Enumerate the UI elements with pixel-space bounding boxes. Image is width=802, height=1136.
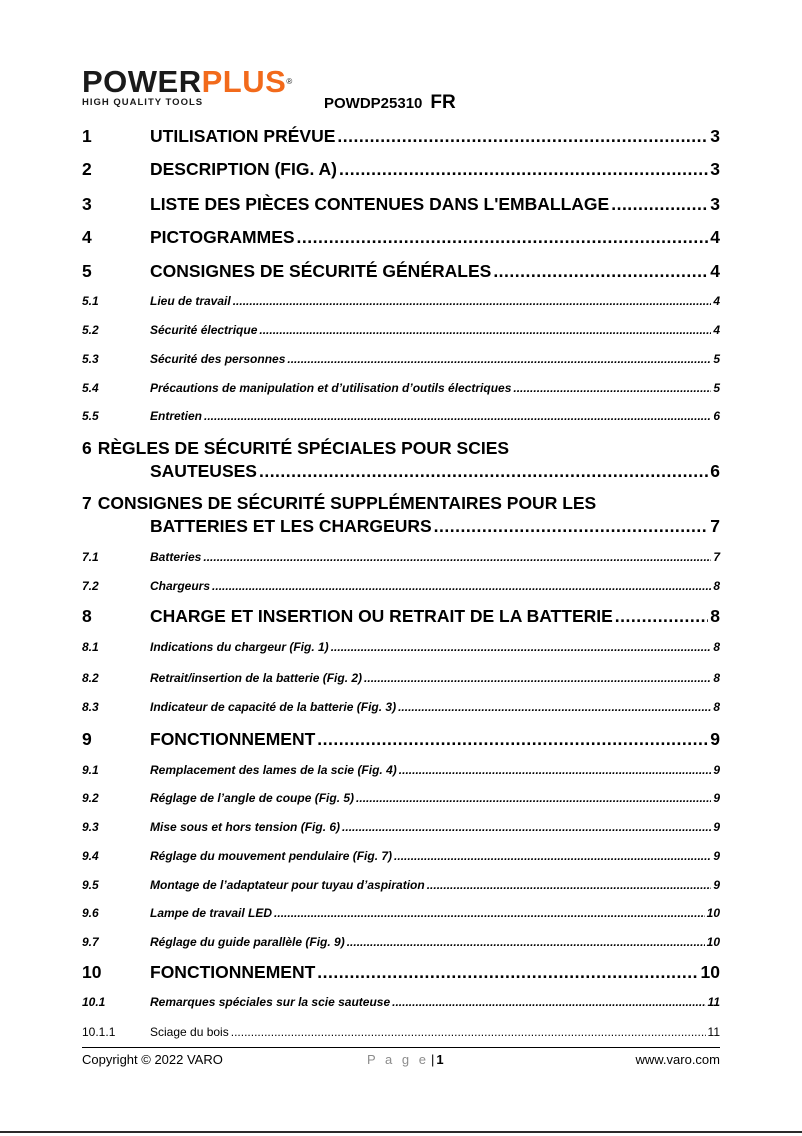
model-header — [324, 92, 456, 114]
logo-tagline: HIGH QUALITY TOOLS — [82, 97, 204, 108]
toc-entry-9-1[interactable]: 9.1 Remplacement des lames de la scie (Fig. 4) ..... 9 — [82, 763, 720, 777]
toc-entry-9-7[interactable]: 9.7 Réglage du guide parallèle (Fig. 9) ..... 10 — [82, 935, 720, 949]
website-link[interactable]: www.varo.com — [635, 1052, 720, 1067]
toc-entry-9-2[interactable]: 9.2 Réglage de l’angle de coupe (Fig. 5) ..... 9 — [82, 791, 720, 805]
toc-entry-7-1[interactable]: 7.1 Batteries ..... 7 — [82, 550, 720, 564]
model-number: POWDP25310 — [324, 95, 423, 112]
toc-entry-10-1[interactable]: 10.1 Remarques spéciales sur la scie sauteuse ..... 11 — [82, 995, 720, 1009]
brand-logo — [82, 66, 312, 108]
toc-entry-10[interactable]: 10 FONCTIONNEMENT ..... 10 — [82, 962, 720, 983]
bottom-edge-rule — [0, 1131, 802, 1133]
toc-entry-7-line1[interactable]: 7 CONSIGNES DE SÉCURITÉ SUPPLÉMENTAIRES POUR LES — [82, 493, 597, 513]
toc-entry-9-4[interactable]: 9.4 Réglage du mouvement pendulaire (Fig. 7) ..... 9 — [82, 849, 720, 863]
toc-entry-8-1[interactable]: 8.1 Indications du chargeur (Fig. 1) ..... 8 — [82, 640, 720, 654]
toc-entry-6-line1[interactable]: 6 RÈGLES DE SÉCURITÉ SPÉCIALES POUR SCIES — [82, 438, 510, 458]
toc-entry-8-3[interactable]: 8.3 Indicateur de capacité de la batterie (Fig. 3) ..... 8 — [82, 700, 720, 714]
toc-entry-7-line2[interactable]: BATTERIES ET LES CHARGEURS ..... 7 — [150, 516, 720, 537]
toc-entry-9-6[interactable]: 9.6 Lampe de travail LED ..... 10 — [82, 906, 720, 920]
language-code: FR — [430, 92, 456, 113]
toc-entry-6-line2[interactable]: SAUTEUSES ..... 6 — [150, 461, 720, 482]
page-number: 1 — [436, 1052, 444, 1067]
toc-entry-8-2[interactable]: 8.2 Retrait/insertion de la batterie (Fig. 2) ..... 8 — [82, 671, 720, 685]
copyright-text: Copyright © 2022 VARO — [82, 1052, 223, 1067]
toc-entry-9-5[interactable]: 9.5 Montage de l’adaptateur pour tuyau d’aspiration ..... 9 — [82, 878, 720, 892]
toc-entry-2[interactable]: 2 DESCRIPTION (FIG. A) ..... 3 — [82, 159, 720, 180]
toc-entry-9[interactable]: 9 FONCTIONNEMENT ..... 9 — [82, 729, 720, 750]
toc-entry-5-1[interactable]: 5.1 Lieu de travail ..... 4 — [82, 294, 720, 308]
toc-entry-1[interactable]: 1 UTILISATION PRÉVUE ..... 3 — [82, 126, 720, 147]
logo-wordmark: POWERPLUS® — [82, 64, 293, 99]
toc-entry-5-3[interactable]: 5.3 Sécurité des personnes ..... 5 — [82, 352, 720, 366]
footer-divider — [82, 1047, 720, 1048]
toc-entry-5-4[interactable]: 5.4 Précautions de manipulation et d’utilisation d’outils électriques ..... 5 — [82, 381, 720, 395]
toc-entry-10-1-1[interactable]: 10.1.1 Sciage du bois ..... 11 — [82, 1025, 720, 1039]
page-indicator: P a g e | 1 — [367, 1052, 444, 1067]
toc-entry-7-2[interactable]: 7.2 Chargeurs ..... 8 — [82, 579, 720, 593]
toc-entry-3[interactable]: 3 LISTE DES PIÈCES CONTENUES DANS L'EMBALLAGE ..... 3 — [82, 194, 720, 215]
toc-entry-8[interactable]: 8 CHARGE ET INSERTION OU RETRAIT DE LA BATTERIE ..... 8 — [82, 606, 720, 627]
toc-entry-5-5[interactable]: 5.5 Entretien ..... 6 — [82, 409, 720, 423]
toc-entry-9-3[interactable]: 9.3 Mise sous et hors tension (Fig. 6) ..... 9 — [82, 820, 720, 834]
page-footer — [82, 1052, 720, 1070]
toc-entry-4[interactable]: 4 PICTOGRAMMES ..... 4 — [82, 227, 720, 248]
toc-entry-5[interactable]: 5 CONSIGNES DE SÉCURITÉ GÉNÉRALES ..... 4 — [82, 261, 720, 282]
toc-entry-5-2[interactable]: 5.2 Sécurité électrique ..... 4 — [82, 323, 720, 337]
